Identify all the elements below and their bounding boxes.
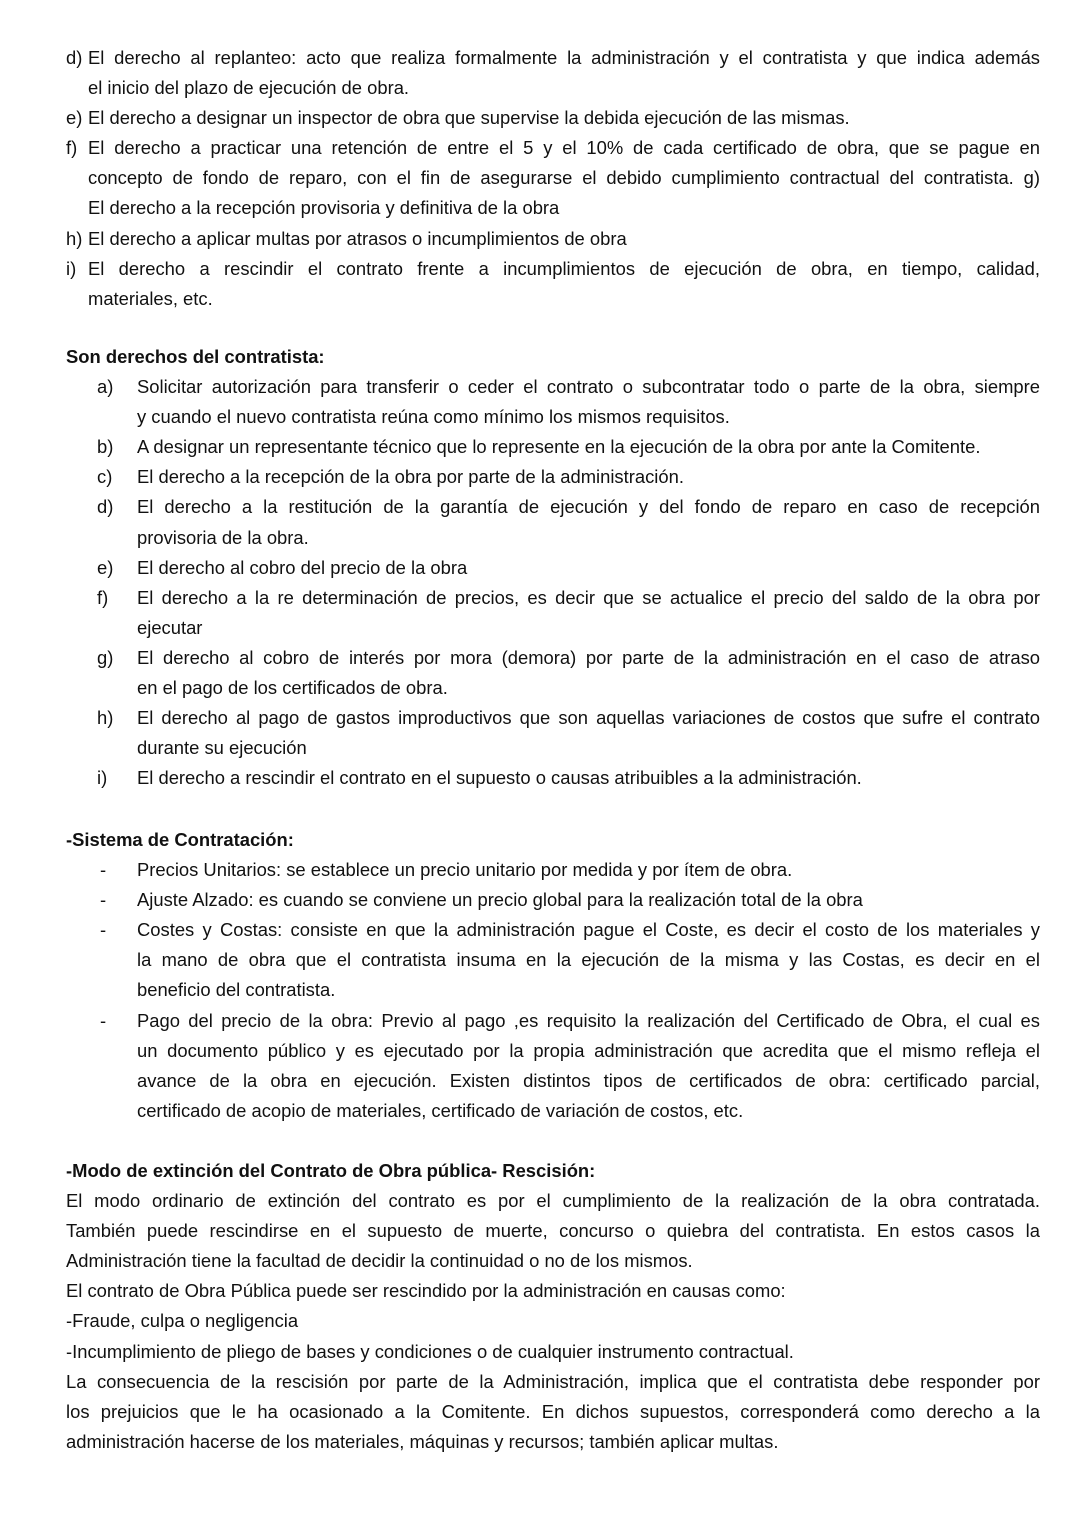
paragraph-line: Administración tiene la facultad de decidir la continuidad o no de los mismos. (66, 1250, 693, 1272)
paragraph-line: los prejuicios que le ha ocasionado a la Comitente. En dichos supuestos, corresponderá como derecho a la (66, 1400, 1040, 1422)
list-item (66, 763, 1040, 793)
item-marker: h) (66, 227, 83, 249)
item-marker: - (100, 889, 107, 911)
list-item (66, 703, 1040, 763)
item-text: El derecho al pago de gastos improductivos que son aquellas variaciones de costos que sufre el contrato (137, 707, 1040, 729)
list-item (66, 583, 1040, 643)
item-marker: i) (66, 257, 77, 279)
item-marker: c) (97, 466, 113, 488)
contractor-rights-list (66, 372, 1040, 793)
item-indent (66, 613, 137, 643)
item-marker: e) (66, 107, 83, 129)
item-text: certificado de acopio de materiales, certificado de variación de costos, etc. (137, 1099, 744, 1121)
item-text: El derecho a la recepción provisoria y definitiva de la obra (88, 197, 560, 219)
item-marker: h) (97, 707, 114, 729)
list-item (66, 885, 1040, 915)
contractor-rights-section (66, 342, 1040, 793)
list-item (66, 432, 1040, 462)
paragraph-line: -Incumplimiento de pliego de bases y condiciones o de cualquier instrumento contractual. (66, 1340, 794, 1362)
item-marker: - (100, 919, 107, 941)
item-text: El derecho a designar un inspector de obra que supervise la debida ejecución de las mismas. (88, 107, 850, 129)
item-text: provisoria de la obra. (137, 526, 309, 548)
list-item (66, 492, 1040, 552)
item-text: El derecho al cobro de interés por mora (demora) por parte de la administración en el caso de atraso (137, 646, 1040, 668)
item-text: El derecho al cobro del precio de la obra (137, 556, 468, 578)
list-item (66, 372, 1040, 432)
item-marker: f) (66, 137, 78, 159)
item-indent (66, 1036, 137, 1066)
list-item (66, 643, 1040, 703)
section-heading: -Sistema de Contratación: (66, 829, 294, 850)
item-text: El derecho a rescindir el contrato en el supuesto o causas atribuibles a la administración. (137, 767, 862, 789)
item-marker: f) (97, 586, 109, 608)
item-text: avance de la obra en ejecución. Existen distintos tipos de certificados de obra: certificado parcial, (137, 1069, 1040, 1091)
item-text: un documento público y es ejecutado por la propia administración que acredita que el mismo refleja el (137, 1039, 1040, 1061)
item-indent (66, 1096, 137, 1126)
item-marker: a) (97, 376, 114, 398)
paragraph-line: También puede rescindirse en el supuesto de muerte, concurso o quiebra del contratista. En estos casos la (66, 1220, 1040, 1242)
item-marker: - (100, 1009, 107, 1031)
contracting-system-section (66, 825, 1040, 1126)
item-text: El derecho a practicar una retención de entre el 5 y el 10% de cada certificado de obra, que se pague en (88, 137, 1040, 159)
list-item (66, 855, 1040, 885)
item-text: durante su ejecución (137, 737, 307, 759)
section-heading: -Modo de extinción del Contrato de Obra pública- Rescisión: (66, 1160, 596, 1181)
item-text: El derecho a aplicar multas por atrasos o incumplimientos de obra (88, 227, 627, 249)
item-text: Costes y Costas: consiste en que la administración pague el Coste, es decir el costo de los materiales y (137, 919, 1040, 941)
item-text: Solicitar autorización para transferir o ceder el contrato o subcontratar todo o parte de la obra, siempre (137, 376, 1040, 398)
item-indent (66, 402, 137, 432)
item-text: El derecho a la re determinación de precios, es decir que se actualice el precio del saldo de la obra por (137, 586, 1040, 608)
paragraph-line: administración hacerse de los materiales, máquinas y recursos; también aplicar multas. (66, 1430, 779, 1452)
list-item (66, 915, 1040, 1005)
item-marker: g) (97, 646, 114, 668)
item-indent (66, 523, 137, 553)
item-text: Precios Unitarios: se establece un precio unitario por medida y por ítem de obra. (137, 859, 793, 881)
section-heading: Son derechos del contratista: (66, 346, 325, 367)
list-item (66, 43, 1040, 103)
item-text: y cuando el nuevo contratista reúna como mínimo los mismos requisitos. (137, 406, 730, 428)
list-item (66, 1006, 1040, 1126)
termination-body (66, 1186, 1040, 1457)
admin-rights-list (66, 43, 1040, 314)
list-item (66, 133, 1040, 223)
item-text: El derecho a la restitución de la garantía de ejecución y del fondo de reparo en caso de recepción (137, 496, 1040, 518)
list-item (66, 224, 1040, 254)
item-text: El derecho a la recepción de la obra por parte de la administración. (137, 466, 684, 488)
item-indent (66, 975, 137, 1005)
item-marker: i) (97, 767, 108, 789)
item-text: Ajuste Alzado: es cuando se conviene un precio global para la realización total de la obra (137, 889, 863, 911)
termination-section (66, 1156, 1040, 1457)
item-indent (66, 1066, 137, 1096)
item-indent (66, 733, 137, 763)
paragraph-line: La consecuencia de la rescisión por parte de la Administración, implica que el contratista debe responder por (66, 1370, 1040, 1392)
paragraph-line: El contrato de Obra Pública puede ser rescindido por la administración en causas como: (66, 1280, 786, 1302)
item-indent (66, 673, 137, 703)
item-text: concepto de fondo de reparo, con el fin de asegurarse el debido cumplimiento contractual del contratista. g) (88, 167, 1040, 189)
item-text: en el pago de los certificados de obra. (137, 677, 448, 699)
item-text: el inicio del plazo de ejecución de obra. (88, 77, 410, 99)
contracting-system-list (66, 855, 1040, 1126)
list-item (66, 254, 1040, 314)
item-text: El derecho a rescindir el contrato frente a incumplimientos de ejecución de obra, en tiempo, calidad, (88, 257, 1040, 279)
list-item (66, 103, 1040, 133)
paragraph-line: El modo ordinario de extinción del contrato es por el cumplimiento de la realización de la obra contratada. (66, 1190, 1040, 1212)
list-item (66, 462, 1040, 492)
paragraph-line: -Fraude, culpa o negligencia (66, 1310, 299, 1332)
list-item (66, 553, 1040, 583)
item-indent (66, 945, 137, 975)
item-marker: e) (97, 556, 114, 578)
item-text: El derecho al replanteo: acto que realiza formalmente la administración y el contratista y que indica además (88, 47, 1040, 68)
item-text: la mano de obra que el contratista insuma en la ejecución de la misma y las Costas, es decir en el (137, 949, 1040, 971)
item-marker: - (100, 859, 107, 881)
item-text: beneficio del contratista. (137, 979, 336, 1001)
item-text: materiales, etc. (88, 287, 213, 309)
item-text: Pago del precio de la obra: Previo al pago ,es requisito la realización del Certificado de Obra, el cual es (137, 1009, 1040, 1031)
item-marker: d) (97, 496, 114, 518)
item-text: ejecutar (137, 616, 203, 638)
item-marker: b) (97, 436, 114, 458)
item-text: A designar un representante técnico que lo represente en la ejecución de la obra por ante la Comitente. (137, 436, 981, 458)
item-marker: d) (66, 47, 83, 68)
